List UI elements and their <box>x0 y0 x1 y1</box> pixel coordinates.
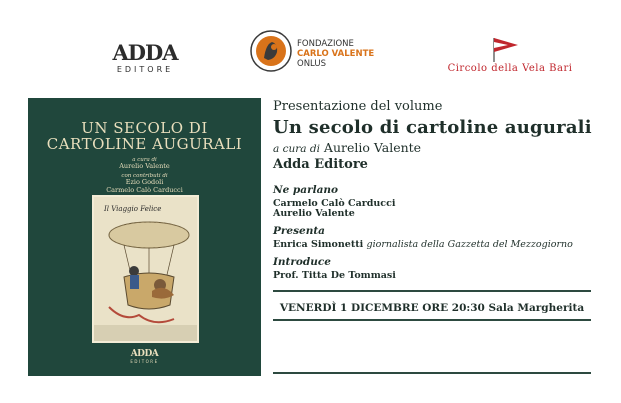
introducer-label: Introduce <box>273 256 331 268</box>
speakers-label: Ne parlano <box>273 184 339 196</box>
airship-illustration <box>94 197 197 341</box>
adda-editore-logo <box>104 42 186 74</box>
introducer-name: Prof. Titta De Tommasi <box>273 270 396 281</box>
adda-logo-sub: EDITORE <box>116 65 174 74</box>
curator-prefix: a cura di <box>273 143 320 155</box>
presenter-role: giornalista della Gazzetta del Mezzogiorno <box>366 239 573 250</box>
speaker-1: Carmelo Calò Carducci <box>273 198 396 209</box>
cover-contrib-2: Carmelo Calò Carducci <box>106 186 183 194</box>
speaker-2: Aurelio Valente <box>273 208 355 219</box>
presenter-label: Presenta <box>273 225 325 237</box>
publisher-name: Adda Editore <box>273 157 368 172</box>
sail-flag-icon <box>490 36 520 62</box>
fondazione-line1: FONDAZIONE <box>297 39 354 49</box>
cover-cura-label: a cura di <box>132 157 157 163</box>
curator-line <box>273 140 421 155</box>
book-cover <box>28 98 261 376</box>
postcard-caption: Il Viaggio Felice <box>104 205 162 213</box>
fondazione-line3: ONLUS <box>297 59 326 69</box>
book-title: Un secolo di cartoline augurali <box>273 117 592 138</box>
circolo-vela-logo <box>440 36 580 76</box>
cover-title-line1: UN SECOLO DI <box>81 119 208 137</box>
presenter-line <box>273 239 573 250</box>
presenter-name: Enrica Simonetti <box>273 239 364 250</box>
cover-logo-mark: ADDA <box>130 349 159 359</box>
divider-footer <box>273 372 591 374</box>
cover-cura-name: Aurelio Valente <box>119 162 170 170</box>
cover-postcard-image <box>92 195 199 343</box>
cover-logo-sub: EDITORE <box>130 359 159 364</box>
fondazione-logo <box>250 30 400 74</box>
fondazione-text <box>297 39 374 69</box>
fondazione-line2: CARLO VALENTE <box>297 49 375 59</box>
adda-logo-mark: ADDA <box>112 40 178 65</box>
cover-publisher-logo <box>28 350 261 364</box>
curator-name: Aurelio Valente <box>323 140 422 155</box>
cover-title <box>28 120 261 152</box>
event-details: VENERDÌ 1 DICEMBRE ORE 20:30 Sala Margherita <box>279 302 585 314</box>
cover-title-line2: CARTOLINE AUGURALI <box>46 135 243 153</box>
cover-contrib-1: Ezio Godoli <box>125 178 164 186</box>
cover-contrib-label: con contributi di <box>121 173 168 179</box>
presentation-intro: Presentazione del volume <box>273 99 443 114</box>
fondazione-seal-icon <box>250 30 292 72</box>
divider-bottom <box>273 319 591 321</box>
divider-top <box>273 290 591 292</box>
circolo-vela-text: Circolo della Vela Bari <box>447 63 573 74</box>
